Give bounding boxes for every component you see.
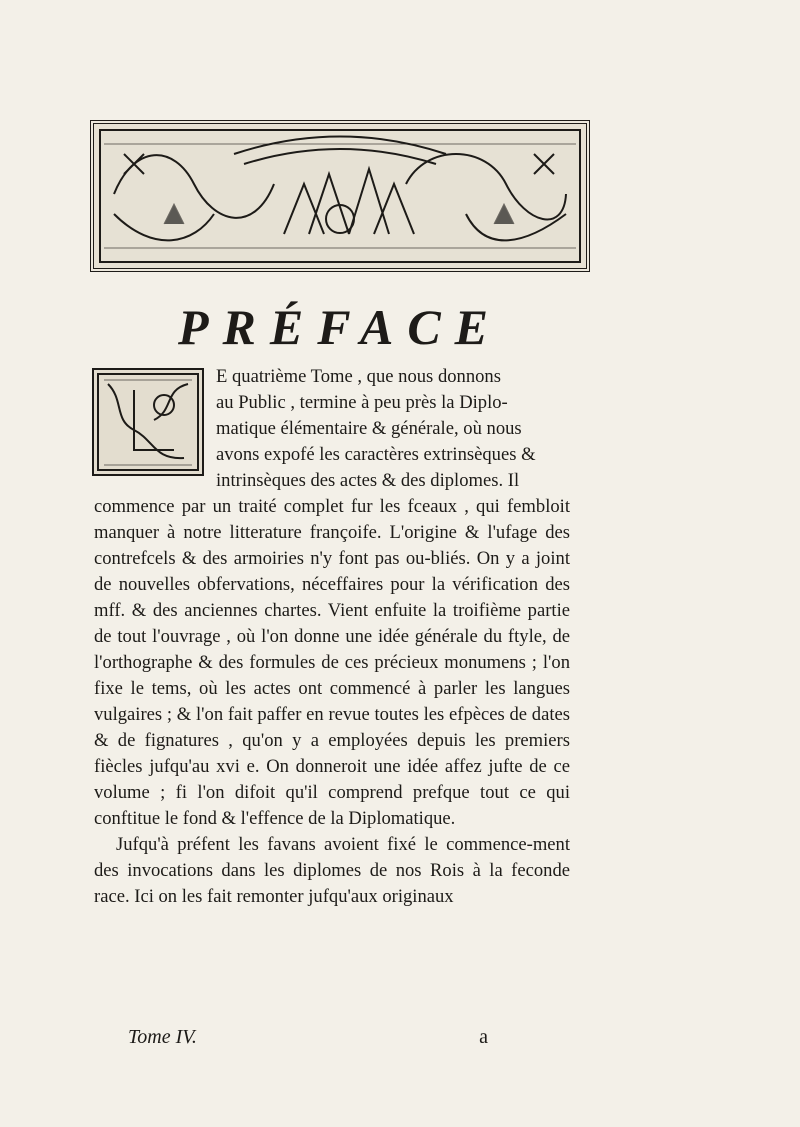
intro-line-2: au Public , termine à peu près la Diplo- [216, 392, 508, 413]
preface-body [94, 364, 570, 910]
signature-mark: a [479, 1026, 488, 1048]
volume-label: Tome IV. [128, 1026, 197, 1048]
headpiece-engraving [94, 124, 586, 268]
page-footer [128, 1023, 488, 1051]
paragraph-1-continuation: commence par un traité complet fur les fceaux , qui fembloit manquer à notre litterature françoife. L'origine & l'ufage des contrefcels & des armoiries n'y font pas ou-bliés. On y a joint de nouvelles obfervations, néceffaires pour la vérification des mff. & des anciennes chartes. Vient enfuite la troifième partie de tout l'ouvrage , où l'on donne une idée générale du ftyle, de l'orthographe & des formules de ces précieux monumens ; l'on fixe le tems, où les actes ont commencé à parler les langues vulgaires ; & l'on fait paffer en revue toutes les efpèces de dates & de fignatures , qu'on y a employées depuis les premiers fiècles jufqu'au xvi e. On donneroit une idée affez jufte de ce volume ; fi l'on difoit qu'il comprend prefque tout ce qui conftitue le fond & l'effence de la Diplomatique. [94, 496, 570, 829]
ornamental-headpiece [90, 120, 590, 272]
page-title: PRÉFACE [177, 299, 503, 355]
paragraph-2: Jufqu'à préfent les favans avoient fixé le commence-ment des invocations dans les diplomes de nos Rois à la feconde race. Ici on les fait remonter jufqu'aux originaux [94, 834, 570, 907]
intro-line-3: matique élémentaire & générale, où nous [216, 418, 522, 439]
intro-line-1: E quatrième Tome , que nous donnons [216, 366, 501, 387]
intro-line-4: avons expofé les caractères extrinsèques & [216, 444, 536, 465]
intro-line-5: intrinsèques des actes & des diplomes. Il [216, 470, 520, 491]
intro-lines [94, 364, 570, 494]
